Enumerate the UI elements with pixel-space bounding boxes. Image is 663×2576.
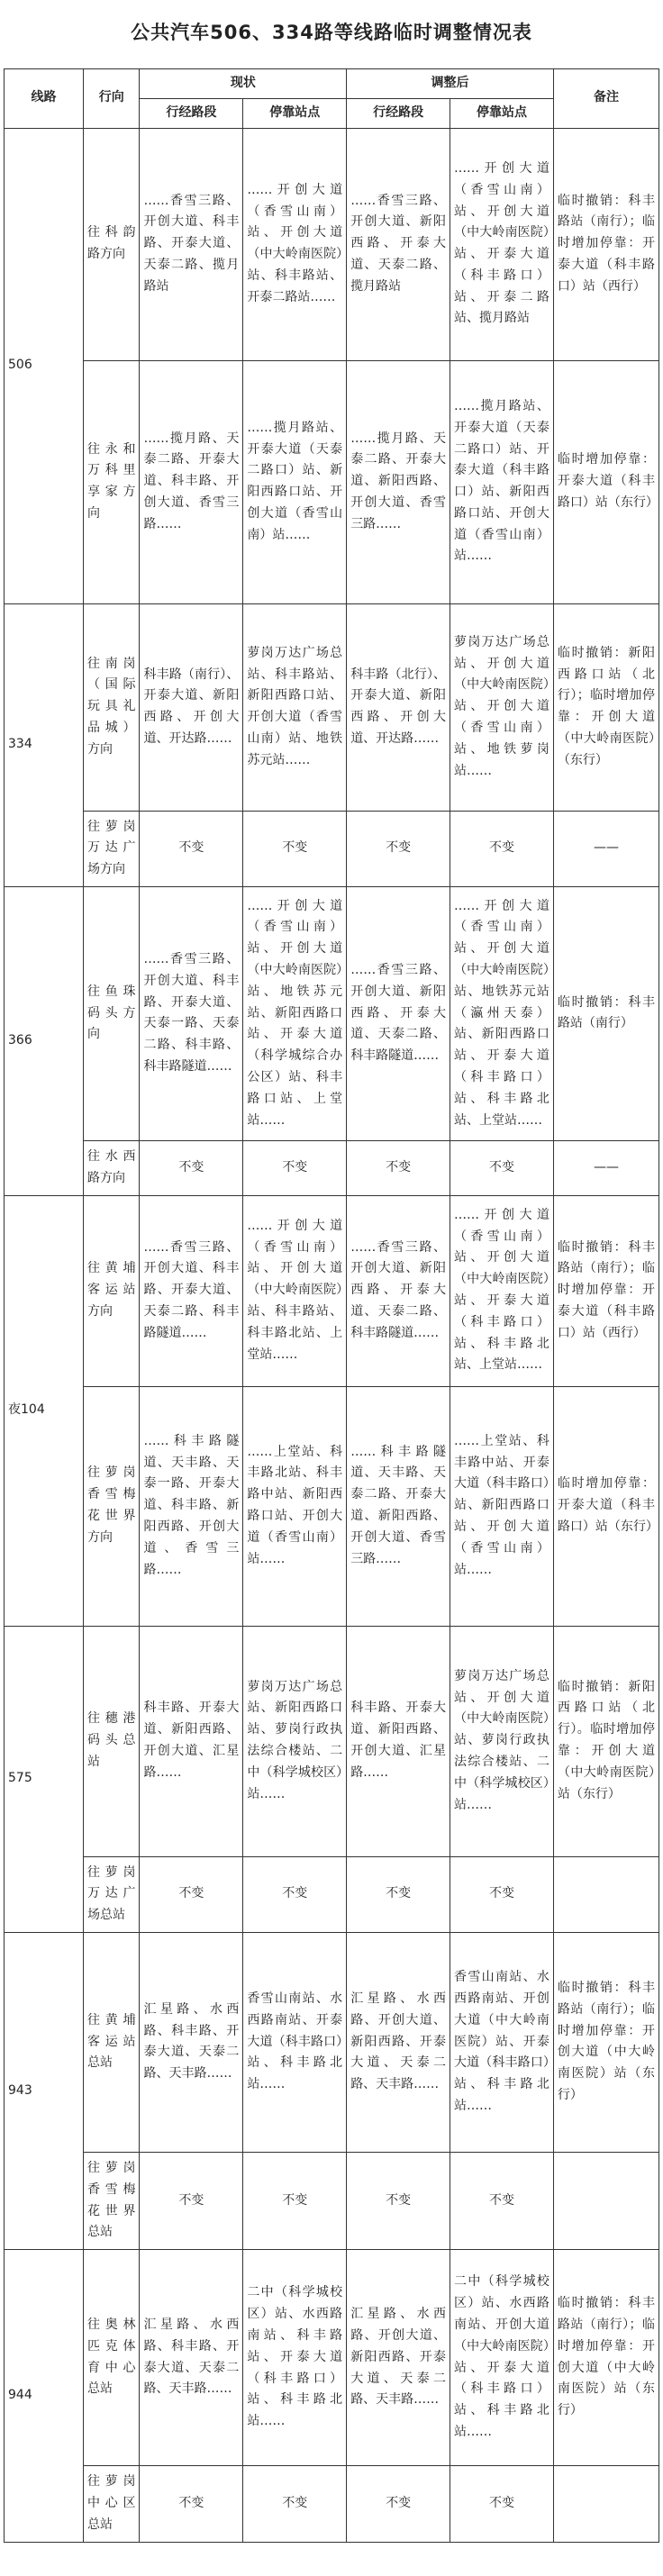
current-route-cell: 不变 <box>140 1140 243 1195</box>
table-row <box>5 1195 659 1386</box>
current-route-cell: 不变 <box>140 2152 243 2249</box>
header-current-route: 行经路段 <box>140 98 243 128</box>
adjusted-stops-cell: ……上堂站、科丰路中站、开泰大道（科丰路口）站、新阳西路口站、开创大道（香雪山南）站…… <box>450 1386 554 1626</box>
adjusted-stops-cell: ……开创大道（香雪山南）站、开创大道（中大岭南医院）站、开泰大道（科丰路口）站、开泰二路站、揽月路站 <box>450 128 554 360</box>
remarks-cell: 临时撤销：科丰路站（南行）；临时增加停靠：开泰大道（科丰路口）站（西行） <box>553 128 658 360</box>
adjusted-stops-cell: 不变 <box>450 1856 554 1932</box>
table-row <box>5 2466 659 2542</box>
direction-cell: 往鱼珠码头方向 <box>83 886 140 1140</box>
adjusted-route-cell: 不变 <box>347 1140 450 1195</box>
adjusted-stops-cell: 不变 <box>450 811 554 886</box>
remarks-cell: 临时撤销：新阳西路口站（北行）；临时增加停靠：开创大道（中大岭南医院）（东行） <box>553 603 658 811</box>
current-stops-cell: 萝岗万达广场总站、新阳西路口站、萝岗行政执法综合楼站、二中（科学城校区）站…… <box>243 1626 347 1856</box>
current-stops-cell: 不变 <box>243 811 347 886</box>
remarks-cell: 临时撤销：科丰路站（南行）；临时增加停靠：开泰大道（科丰路口）站（西行） <box>553 1195 658 1386</box>
adjusted-route-cell: 不变 <box>347 811 450 886</box>
adjusted-stops-cell: 萝岗万达广场总站、开创大道（中大岭南医院）站、萝岗行政执法综合楼站、二中（科学城校区）站…… <box>450 1626 554 1856</box>
adjusted-route-cell: 科丰路、开泰大道、新阳西路、开创大道、汇星路…… <box>347 1626 450 1856</box>
table-row <box>5 128 659 360</box>
current-route-cell: 汇星路、水西路、科丰路、开泰大道、天泰二路、天丰路…… <box>140 2250 243 2466</box>
table-row <box>5 360 659 603</box>
current-route-cell: 科丰路、开泰大道、新阳西路、开创大道、汇星路…… <box>140 1626 243 1856</box>
remarks-cell <box>553 2466 658 2542</box>
adjusted-stops-cell: 不变 <box>450 2466 554 2542</box>
line-cell: 夜104 <box>5 1195 84 1626</box>
current-route-cell: ……揽月路、天泰二路、开泰大道、科丰路、开创大道、香雪三路…… <box>140 360 243 603</box>
table-row <box>5 1386 659 1626</box>
current-route-cell: 汇星路、水西路、科丰路、开泰大道、天泰二路、天丰路…… <box>140 1932 243 2152</box>
line-cell: 575 <box>5 1626 84 1932</box>
direction-cell: 往萝岗香雪梅花世界总站 <box>83 2152 140 2249</box>
header-adjusted-stops: 停靠站点 <box>450 98 554 128</box>
table-row <box>5 2152 659 2249</box>
current-stops-cell: 香雪山南站、水西路南站、开泰大道（科丰路口）站、科丰路北站…… <box>243 1932 347 2152</box>
table-row <box>5 1856 659 1932</box>
adjusted-route-cell: ……香雪三路、开创大道、新阳西路、开泰大道、天泰二路、揽月路站 <box>347 128 450 360</box>
current-stops-cell: 二中（科学城校区）站、水西路南站、科丰路站、开泰大道（科丰路口）站、科丰路北站…… <box>243 2250 347 2466</box>
table-row <box>5 1626 659 1856</box>
header-line: 线路 <box>5 69 84 129</box>
remarks-cell: 临时撤销：科丰路站（南行）；临时增加停靠：开创大道（中大岭南医院）站（东行） <box>553 1932 658 2152</box>
adjusted-stops-cell: 不变 <box>450 2152 554 2249</box>
current-route-cell: ……科丰路隧道、天丰路、天泰一路、开泰大道、科丰路、新阳西路、开创大道、香雪三路…… <box>140 1386 243 1626</box>
adjusted-stops-cell: 二中（科学城校区）站、水西路南站、开创大道（中大岭南医院）站、开泰大道（科丰路口）站、科丰路北站…… <box>450 2250 554 2466</box>
current-route-cell: 不变 <box>140 811 243 886</box>
adjusted-stops-cell: 不变 <box>450 1140 554 1195</box>
table-row <box>5 603 659 811</box>
adjusted-route-cell: ……科丰路隧道、天丰路、天泰二路、开泰大道、新阳西路、开创大道、香雪三路…… <box>347 1386 450 1626</box>
adjusted-route-cell: ……揽月路、天泰二路、开泰大道、新阳西路、开创大道、香雪三路…… <box>347 360 450 603</box>
current-stops-cell: ……开创大道（香雪山南）站、开创大道（中大岭南医院）站、科丰路站、开泰二路站…… <box>243 128 347 360</box>
line-cell: 943 <box>5 1932 84 2249</box>
table-row <box>5 1140 659 1195</box>
header-adjusted-route: 行经路段 <box>347 98 450 128</box>
remarks-cell: 临时增加停靠：开泰大道（科丰路口）站（东行） <box>553 360 658 603</box>
current-stops-cell: 不变 <box>243 2152 347 2249</box>
direction-cell: 往南岗（国际玩具礼品城）方向 <box>83 603 140 811</box>
adjusted-route-cell: 不变 <box>347 2152 450 2249</box>
adjusted-route-cell: 不变 <box>347 2466 450 2542</box>
header-current-stops: 停靠站点 <box>243 98 347 128</box>
direction-cell: 往永和万科里享家方向 <box>83 360 140 603</box>
current-stops-cell: ……开创大道（香雪山南）站、开创大道（中大岭南医院）站、地铁苏元站、新阳西路口站、开泰大道（科学城综合办公区）站、科丰路口站、上堂站…… <box>243 886 347 1140</box>
remarks-cell <box>553 1856 658 1932</box>
current-stops-cell: ……开创大道（香雪山南）站、开创大道（中大岭南医院）站、科丰路站、科丰路北站、上堂站…… <box>243 1195 347 1386</box>
remarks-cell: 临时增加停靠：开泰大道（科丰路口）站（东行） <box>553 1386 658 1626</box>
header-current: 现状 <box>140 69 347 99</box>
table-header-row <box>5 69 659 99</box>
remarks-cell: 临时撤销：科丰路站（南行）；临时增加停靠：开创大道（中大岭南医院）站（东行） <box>553 2250 658 2466</box>
table-row <box>5 886 659 1140</box>
current-route-cell: 不变 <box>140 2466 243 2542</box>
remarks-cell <box>553 2152 658 2249</box>
current-stops-cell: ……上堂站、科丰路北站、科丰路中站、新阳西路口站、开创大道（香雪山南）站…… <box>243 1386 347 1626</box>
header-direction: 行向 <box>83 69 140 129</box>
adjusted-route-cell: 汇星路、水西路、开创大道、新阳西路、开泰大道、天泰二路、天丰路…… <box>347 2250 450 2466</box>
header-remarks: 备注 <box>553 69 658 129</box>
adjusted-stops-cell: 萝岗万达广场总站、开创大道（中大岭南医院）站、开创大道（香雪山南）站、地铁萝岗站…… <box>450 603 554 811</box>
adjusted-stops-cell: ……开创大道（香雪山南）站、开创大道（中大岭南医院）站、开泰大道（科丰路口）站、科丰路北站、上堂站…… <box>450 1195 554 1386</box>
current-route-cell: 科丰路（南行）、开泰大道、新阳西路、开创大道、开达路…… <box>140 603 243 811</box>
remarks-cell: —— <box>553 1140 658 1195</box>
line-cell: 944 <box>5 2250 84 2542</box>
document-title: 公共汽车506、334路等线路临时调整情况表 <box>131 22 532 43</box>
current-route-cell: ……香雪三路、开创大道、科丰路、开泰大道、天泰一路、天泰二路、科丰路、科丰路隧道…… <box>140 886 243 1140</box>
adjusted-route-cell: 科丰路（北行）、开泰大道、新阳西路、开创大道、开达路…… <box>347 603 450 811</box>
direction-cell: 往奥林匹克体育中心总站 <box>83 2250 140 2466</box>
current-route-cell: ……香雪三路、开创大道、科丰路、开泰大道、天泰二路、科丰路隧道…… <box>140 1195 243 1386</box>
current-route-cell: ……香雪三路、开创大道、科丰路、开泰大道、天泰二路、揽月路站 <box>140 128 243 360</box>
adjusted-route-cell: 不变 <box>347 1856 450 1932</box>
remarks-cell: —— <box>553 811 658 886</box>
current-stops-cell: 不变 <box>243 1140 347 1195</box>
adjusted-stops-cell: 香雪山南站、水西路南站、开创大道（中大岭南医院）站、开泰大道（科丰路口）站、科丰路北站…… <box>450 1932 554 2152</box>
current-stops-cell: 不变 <box>243 2466 347 2542</box>
adjusted-route-cell: ……香雪三路、开创大道、新阳西路、开泰大道、天泰二路、科丰路隧道…… <box>347 1195 450 1386</box>
direction-cell: 往水西路方向 <box>83 1140 140 1195</box>
direction-cell: 往萝岗中心区总站 <box>83 2466 140 2542</box>
direction-cell: 往黄埔客运站总站 <box>83 1932 140 2152</box>
adjusted-stops-cell: ……开创大道（香雪山南）站、开创大道（中大岭南医院）站、地铁苏元站（瀛州天泰）站、新阳西路口站、开泰大道（科丰路口）站、科丰路北站、上堂站…… <box>450 886 554 1140</box>
header-adjusted: 调整后 <box>347 69 554 99</box>
current-route-cell: 不变 <box>140 1856 243 1932</box>
direction-cell: 往科韵路方向 <box>83 128 140 360</box>
table-row <box>5 811 659 886</box>
current-stops-cell: 不变 <box>243 1856 347 1932</box>
direction-cell: 往萝岗香雪梅花世界方向 <box>83 1386 140 1626</box>
line-cell: 506 <box>5 128 84 603</box>
line-cell: 334 <box>5 603 84 886</box>
direction-cell: 往萝岗万达广场方向 <box>83 811 140 886</box>
remarks-cell: 临时撤销：科丰路站（南行） <box>553 886 658 1140</box>
direction-cell: 往萝岗万达广场总站 <box>83 1856 140 1932</box>
adjusted-stops-cell: ……揽月路站、开泰大道（天泰二路口）站、开泰大道（科丰路口）站、新阳西路口站、开创大道（香雪山南）站…… <box>450 360 554 603</box>
adjusted-route-cell: ……香雪三路、开创大道、新阳西路、开泰大道、天泰二路、科丰路隧道…… <box>347 886 450 1140</box>
adjusted-route-cell: 汇星路、水西路、开创大道、新阳西路、开泰大道、天泰二路、天丰路…… <box>347 1932 450 2152</box>
direction-cell: 往黄埔客运站方向 <box>83 1195 140 1386</box>
table-row <box>5 1932 659 2152</box>
direction-cell: 往穗港码头总站 <box>83 1626 140 1856</box>
current-stops-cell: ……揽月路站、开泰大道（天泰二路口）站、新阳西路口站、开创大道（香雪山南）站…… <box>243 360 347 603</box>
remarks-cell: 临时撤销：新阳西路口站（北行）。临时增加停靠：开创大道（中大岭南医院）站（东行） <box>553 1626 658 1856</box>
line-cell: 366 <box>5 886 84 1195</box>
adjustment-table <box>4 68 659 2543</box>
current-stops-cell: 萝岗万达广场总站、科丰路站、新阳西路口站、开创大道（香雪山南）站、地铁苏元站…… <box>243 603 347 811</box>
table-row <box>5 2250 659 2466</box>
